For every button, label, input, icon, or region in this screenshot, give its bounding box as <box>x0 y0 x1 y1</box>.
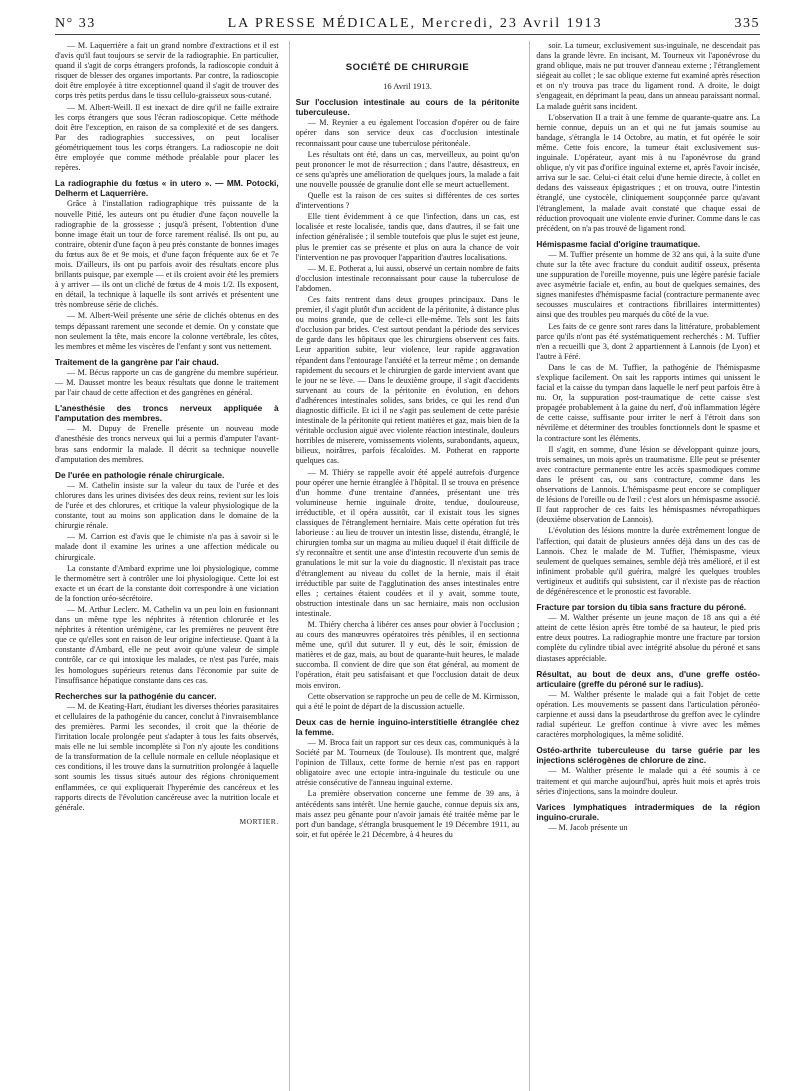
paragraph: — M. de Keating-Hart, étudiant les diverses théories parasitaires et cellulaires de la pathogénie du cancer, conclut à l'invraisemblance des premières. Parmi les secondes, il croit que la théorie de l'irritation locale prolongée peut s'adapter à tous les faits observés, mais elle ne lui semble incomplète si l'on n'y ajoute les conditions de la transformation de la cellule normale en cellule néoplasique et ces conditions, il les trouve dans la surnutrition prolongée à laquelle sont soumis les tissus situés autour des régions chroniquement enflammées, ce qui expliquerait l'hyperémie des cancéreux et les rapports directs de l'évolution cancéreuse avec la nutrition locale et générale. <box>55 701 279 812</box>
paragraph: M. Thiéry chercha à libérer ces anses pour obvier à l'occlusion ; au cours des manœuvres opératoires très pénibles, il en sectionna même une, qu'il dut suturer. Il y eut, dès le soir, émission de matières et de gaz, mais, au bout de quarante-huit heures, le malade succomba. Il convient de dire que son état général, au moment de l'opération, était peu satisfaisant et que l'occlusion datait de deux mois environ. <box>295 619 520 690</box>
issue-number: N° 33 <box>55 16 96 31</box>
paragraph: soir. La tumeur, exclusivement sus-inguinale, ne descendait pas dans la grande lèvre. En incisant, M. Tourneux vit l'aponévrose du grand oblique, mais ne put trouver d'anneau externe ; l'étranglement siégeait au collet ; le sac oblique externe fut examiné après résection et on n'y trouva pas trace du ligament rond. A droite, le doigt s'engageait, en déprimant la peau, dans un anneau paraissant normal. La malade guérit sans incident. <box>536 41 761 111</box>
column-1 <box>55 41 279 1091</box>
paragraph: Grâce à l'installation radiographique très puissante de la nouvelle Pitié, les auteurs ont pu étudier d'une façon nouvelle la radiographie de la grossesse ; jusqu'à présent, l'obtention d'une bonne image était un tour de force rarement réalisé. Ils ont pu, au contraire, obtenir d'une façon à peu près constante de bonnes images du fœtus aux 8e et 9e mois, et d'une façon fréquente aux 6e et 7e mois. D'ailleurs, ils ont pu parfois avoir des résultats encore plus brillants puisque, par exemple — et ils croient avoir été les premiers à y arriver — ils ont un cliché de fœtus de 4 mois 1/2. Ils exposent, en détail, la technique à laquelle ils sont arrivés et présentent une très nombreuse série de clichés. <box>55 199 279 310</box>
paragraph: Ces faits rentrent dans deux groupes principaux. Dans le premier, il s'agit plutôt d'un accident de la péritonite, à distance plus ou moins grande, que de celle-ci elle-même. Tels sont les faits d'occlusion par brides. C'est surtout pendant la période des services de garde dans les hôpitaux que les chirurgiens observent ces faits. Leur apparition subite, leur violence, leur rapide aggravation répandent dans l'entourage l'anxiété et la terreur même ; on demande rapidement du secours et le chirurgien de garde intervient avant que le jour ne se lève. — Dans le deuxième groupe, il s'agit d'accidents survenant au cours de la péritonite en évolution, en dehors d'adhérences intestinales solides, sans brides, ce qui les rend d'un diagnostic difficile. Et ici il ne s'agit pas seulement de cette parésie intestinale de la péritonite qui retient matières et gaz, mais bien de la véritable occlusion aiguë avec violente réaction intestinale, douleurs horribles de miserere, vomissements violents, surabondants, aqueux, bilieux, noirâtres, parfois fécaloïdes. M. Potherat en rapporte quelques cas. <box>295 294 520 466</box>
paragraph: Quelle est la raison de ces suites si différentes de ces sortes d'interventions ? <box>295 191 520 211</box>
columns <box>55 41 760 1091</box>
signature: MORTIER. <box>239 816 279 826</box>
paragraph: — M. Carrion est d'avis que le chimiste n'a pas à savoir si le malade dont il examine les urines a une affection médicale ou chirurgicale. <box>55 532 279 562</box>
column-3 <box>529 41 760 1091</box>
paragraph: — M. Thiéry se rappelle avoir été appelé autrefois d'urgence pour opérer une hernie étranglée à l'hôpital. Il se trouva en présence d'un homme d'une trentaine d'années, présentant une très volumineuse hernie inguinale droite, tendue, douloureuse, irréductible, et il opéra aussitôt, car il existait tous les signes classiques de l'étranglement herniaire. Mais cette opération fut très laborieuse : au lieu de trouver un intestin lisse, distendu, étranglé, le chirurgien tomba sur un magma au milieu duquel il était difficile de s'y reconnaître et sentit une anse d'intestin recouverte d'un semis de granulations le mit sur la voie du diagnostic. Il n'existait pas trace d'étranglement au niveau du collet de la hernie, mais il était irréductible par suite de l'agglutination des anses intestinales entre elles ; certaines étaient coudées et il y avait, somme toute, obstruction intestinale dans un sac herniaire, mais non occlusion intestinale. <box>295 467 520 618</box>
section-heading: Résultat, au bout de deux ans, d'une greffe ostéo-articulaire (greffe du péroné sur le radius). <box>536 668 761 689</box>
section-heading: Hémispasme facial d'origine traumatique. <box>536 238 701 249</box>
section-heading: Recherches sur la pathogénie du cancer. <box>55 690 217 701</box>
paragraph: — M. Albert-Weill. Il est inexact de dire qu'il ne faille extraire les corps étrangers que sous l'écran radioscopique. Cette méthode doit être l'exception, en raison de sa complexité et de ses dangers. Par des radiographies successives, on peut localiser géométriquement tous les corps étrangers. La radioscopie ne doit être employée que comme méthode préalable pour placer les repères. <box>55 102 279 173</box>
paragraph: Cette observation se rapproche un peu de celle de M. Kirmisson, qui a été le point de départ de la discussion actuelle. <box>295 691 520 711</box>
paragraph: — M. Reynier a eu également l'occasion d'opérer ou de faire opérer dans son service deux cas d'occlusion intestinale reconnaissant pour cause une tuberculose péritonéale. <box>295 118 520 148</box>
paragraph: Les faits de ce genre sont rares dans la littérature, probablement parce qu'ils n'ont pas été systématiquement recherchés : M. Tuffier n'en a recueilli que 3, dont 2 appartiennent à Lannois (de Lyon) et l'autre à Féré. <box>536 321 761 361</box>
paragraph: — M. Tuffier présente un homme de 32 ans qui, à la suite d'une chute sur la tête avec fracture du conduit auditif osseux, présenta une suppuration de l'oreille moyenne, puis une légère parésie faciale avec asymétrie faciale et, enfin, au bout de quelques semaines, des signes manifestes d'hémispasme facial (contracture permanente avec secousses musculaires et contractions fibrillaires intermittentes) ainsi que des troubles peu marqués du côté de la vue. <box>536 249 761 320</box>
paragraph: Il s'agit, en somme, d'une lésion se développant quinze jours, trois semaines, un mois après un traumatisme. Elle peut se présenter avec contracture permanente entre les accès spasmodiques comme dans le présent cas, ou sans contracture, comme dans les observations de Lannois. L'hémispasme peut encore se compliquer de lésions de l'oreille ou de l'œil : c'est alors un hémispasme associé. Il faut rapprocher de ces faits les hémispasmes névropathiques (deuxième observation de Lannois). <box>536 444 761 525</box>
section-heading: Ostéo-arthrite tuberculeuse du tarse guérie par les injections sclérogènes de chlorure de zinc. <box>536 745 761 766</box>
section-heading: Varices lymphatiques intradermiques de la région inguino-crurale. <box>536 801 761 822</box>
paragraph: — M. E. Potherat a, lui aussi, observé un certain nombre de faits d'occlusion intestinale reconnaissant pour cause la tuberculose de l'abdomen. <box>295 263 520 293</box>
section-heading: Traitement de la gangrène par l'air chaud. <box>55 356 219 367</box>
paragraph: — M. Cathelin insiste sur la valeur du taux de l'urée et des chlorures dans les urines divisées des deux reins, revient sur les lois de l'urée et des chlorures, et critique la valeur physiologique de la constante, tout au moins son application dans le domaine de la chirurgie rénale. <box>55 480 279 531</box>
section-heading: Fracture par torsion du tibia sans fracture du péroné. <box>536 602 747 613</box>
session-date: 16 Avril 1913. <box>383 81 432 92</box>
section-heading: De l'urée en pathologie rénale chirurgicale. <box>55 469 225 480</box>
paragraph: — M. Dupuy de Frenelle présente un nouveau mode d'anesthésie des troncs nerveux qui lui a permis d'amputer l'avant-bras sans endormir la malade. Il décrit sa technique nouvelle d'amputation des membres. <box>55 424 279 464</box>
journal-title: LA PRESSE MÉDICALE, Mercredi, 23 Avril 1913 <box>227 16 603 31</box>
page-number: 335 <box>734 16 760 31</box>
section-heading: Sur l'occlusion intestinale au cours de la péritonite tuberculeuse. <box>295 97 520 118</box>
paragraph: Elle tient évidemment à ce que l'infection, dans un cas, est localisée et reste localisée, tandis que, dans d'autres, il se fait une infection généralisée ; il semble toutefois que plus le sujet est jeune, plus le premier cas se présente et plus on aura la chance de voir l'intervention ne pas provoquer l'apparition d'autres localisations. <box>295 212 520 262</box>
society-title: SOCIÉTÉ DE CHIRURGIE <box>345 62 470 73</box>
paragraph: Les résultats ont été, dans un cas, merveilleux, au point qu'on peut prononcer le mot de résurrection ; dans l'autre, désastreux, en ce sens qu'après une amélioration de quelques jours, la malade a fait une nouvelle poussée de granulie dont elle se meurt actuellement. <box>295 149 520 189</box>
section-heading: L'anesthésie des troncs nerveux appliquée à l'amputation des membres. <box>55 403 279 424</box>
paragraph: — M. Bécus rapporte un cas de gangrène du membre supérieur. — M. Dausset montre les beaux résultats que donne le traitement par l'air chaud de cette affection et des gangrènes en général. <box>55 367 279 398</box>
paragraph: L'observation II a trait à une femme de quarante-quatre ans. La hernie connue, depuis un an et qui ne fut jamais soumise au bandage, s'étrangla le 14 Octobre, au matin, et fut opérée le soir même. Cette fois encore, la tumeur était exclusivement sus-inguinale. L'opérateur, ayant mis à nu l'aponévrose du grand oblique, n'y vit pas d'orifice inguinal externe et, après l'avoir incisée, arriva sur le sac. Celui-ci était celui d'une hernie directe, à collet en dedans des vaisseaux épigastriques ; et on trouva, outre l'intestin étranglé, une cystocèle, cliniquement soupçonnée parce qu'avant l'étranglement, la malade avait constaté que chaque essai de réduction provoquait une violente envie d'uriner. Comme dans le cas précédent, on n'a pas trouvé de ligament rond. <box>536 112 761 233</box>
paragraph: — M. Laquerrière a fait un grand nombre d'extractions et il est d'avis qu'il faut toujours se servir de la radiographie. En particulier, quand il s'agit de corps étrangers profonds, la radioscopie conduit à risquer de blesser des organes importants. Par contre, la radioscopie doit être employée à titre exceptionnel quand il s'agit de trouver des corps très petits perdus dans le tissu cellulo-graisseux sous-cutané. <box>55 41 279 101</box>
paragraph: — M. Walther présente un jeune maçon de 18 ans qui a été atteint de cette lésion après être tombé de sa hauteur, le pied pris entre deux poutres. La radiographie montre une fracture par torsion complète du cylindre tibial avec intégrité absolue du péroné et sans diastases appréciable. <box>536 613 761 663</box>
paragraph: — M. Arthur Leclerc. M. Cathelin va un peu loin en fusionnant dans un même type les néphrites à rétention chlorurée et les néphrites à rétention urémigène, car les premières ne peuvent être que ce qu'elles sont en raison de leur origine infectieuse. Quant à la constante d'Ambard, elle ne peut avoir qu'une valeur de simple contrôle, car ce qui intoxique les malades, ce n'est pas l'urée, mais les homologues supérieurs retenus dans l'économie par suite de l'insuffisance hépatique constante dans ces cas. <box>55 604 279 685</box>
column-2 <box>289 41 520 1091</box>
section-heading: Deux cas de hernie inguino-interstitielle étranglée chez la femme. <box>295 716 520 737</box>
paragraph: La première observation concerne une femme de 39 ans, à antécédents sans intérêt. Une hernie gauche, connue depuis six ans, mais assez peu gênante pour n'avoir jamais été traitée même par le port d'un bandage, s'étrangla brusquement le 19 Décembre 1911, au soir, et fut opérée le 21 Décembre, à 4 heures du <box>295 789 520 839</box>
paragraph: — M. Broca fait un rapport sur ces deux cas, communiqués à la Société par M. Tourneux (de Toulouse). Ils montrent que, malgré l'opinion de Tillaux, cette forme de hernie n'est pas en rapport obligatoire avec une ectopie intra-inguinale du testicule ou une atrésie consécutive de l'anneau inguinal externe. <box>295 738 520 788</box>
paragraph: — M. Jacob présente un <box>548 822 628 832</box>
paragraph: — M. Walther présente le malade qui a été soumis à ce traitement et qui marche aujourd'hui, après huit mois et après trois séries d'injections, sans la moindre douleur. <box>536 766 761 796</box>
paragraph: — M. Walther présente le malade qui a fait l'objet de cette opération. Les mouvements se passent dans l'articulation péronéo-carpienne et aussi dans la pseudarthrose du greffon avec le cylindre radial supérieur. Le greffon continue à vivre avec les mêmes caractères morphologiques, la même solidité. <box>536 689 761 740</box>
masthead <box>55 10 760 35</box>
section-heading: La radiographie du fœtus « in utero ». — MM. Potocki, Delherm et Laquerrière. <box>55 178 279 199</box>
paragraph: La constante d'Ambard exprime une loi physiologique, comme le thermomètre sert à contrôler une loi physiologique. Cette loi est exacte et un écart de la constante doit correspondre à une viciation de la fonction uréo-sécrétoire. <box>55 563 279 603</box>
paragraph: L'évolution des lésions montre la durée extrêmement longue de l'affection, qui datait de plusieurs années déjà dans un des cas de Lannois. Chez le malade de M. Tuffier, l'hémispasme, vieux seulement de quelques semaines, semble déjà très amélioré, et il est infiniment probable qu'il guérira, malgré les quelques troubles vertigineux et auditifs qui subsistent, car il n'existe pas de réaction de dégénérescence et le pronostic est favorable. <box>536 526 761 596</box>
paragraph: — M. Albert-Weil présente une série de clichés obtenus en des temps dépassant rarement une seconde et demie. On y constate que non seulement la tête, mais encore la colonne vertébrale, les côtes, les membres et même les viscères de l'enfant y sont vus nettement. <box>55 311 279 351</box>
paragraph: Dans le cas de M. Tuffier, la pathogénie de l'hémispasme s'explique facilement. On sait les rapports intimes qui unissent le facial et la caisse du tympan dans laquelle le nerf peut parfois être à nu. Or, la suppuration post-traumatique de cette caisse s'est propagée probablement à la gaine du nerf, d'où inflammation légère de cette caisse, suffisante pour irriter le nerf à l'étroit dans son névrilème et déterminer des troubles fonctionnels dont le spasme et la contracture sont les éléments. <box>536 362 761 443</box>
